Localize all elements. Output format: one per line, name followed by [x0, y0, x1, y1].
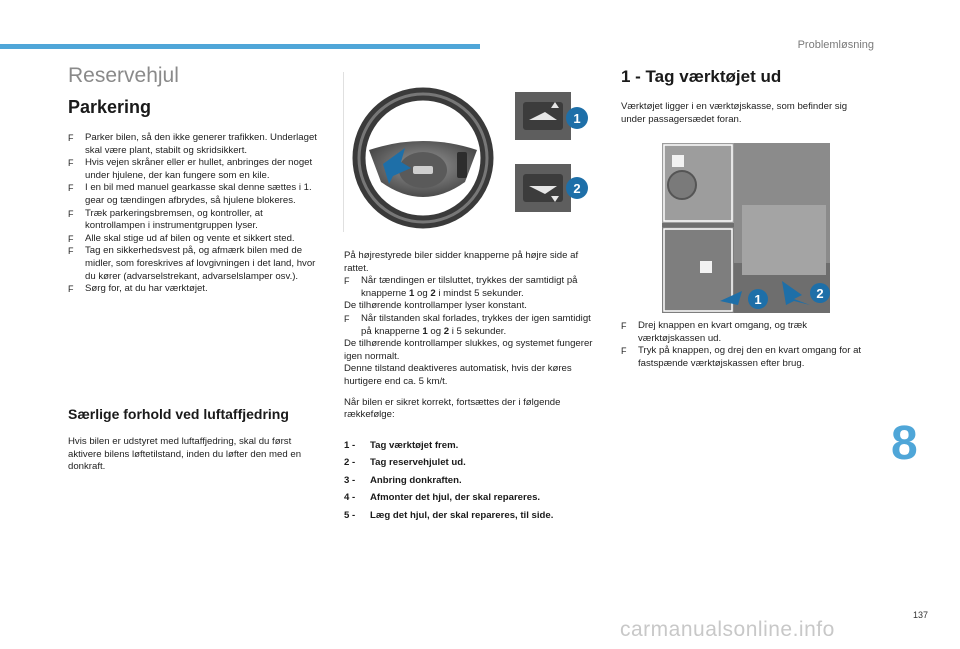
list-item: F Træk parkeringsbremsen, og kontroller, at kontrollampen i instrumentgruppen lyser.	[68, 207, 263, 232]
lamps-on-text: De tilhørende kontrollamper lyser konstant.	[344, 300, 527, 312]
parking-list	[68, 132, 323, 296]
header-accent-bar	[0, 44, 480, 49]
rhd-instructions	[344, 250, 600, 422]
step-row: 4 - Afmonter det hjul, der skal repareres.	[344, 492, 541, 504]
secured-text: Når bilen er sikret korrekt, fortsættes der i følgende rækkefølge:	[344, 396, 561, 421]
bullet-icon: F	[68, 246, 74, 257]
lamps-off-text: De tilhørende kontrollamper slukkes, og systemet fungerer igen normalt.	[344, 338, 593, 362]
page-number: 137	[913, 610, 929, 620]
list-item: F Hvis vejen skråner eller er hullet, anbringes der noget under hjulene, der kan fungere som en kile.	[68, 157, 313, 181]
knob-icon	[668, 171, 696, 199]
callout-2: 2	[573, 181, 581, 196]
air-suspension-text: Hvis bilen er udstyret med luftaffjedring, skal du først aktivere bilens løftetilstand, inden du løfter den med en donkraft.	[68, 436, 302, 473]
air-suspension-heading: Særlige forhold ved luftaffjedring	[68, 406, 289, 422]
chapter-number: 8	[891, 417, 918, 470]
brand-badge	[413, 166, 433, 174]
step-row: 5 - Læg det hjul, der skal repareres, til side.	[344, 509, 554, 521]
bullet-icon: F	[68, 158, 74, 169]
list-item: F Drej knappen en kvart omgang, og træk værktøjskassen ud.	[621, 320, 808, 344]
column-divider	[343, 72, 344, 232]
toolbox-callout-2: 2	[816, 286, 824, 301]
page-title: Reservehjul	[68, 64, 179, 87]
tool-intro: Værktøjet ligger i en værktøjskasse, som befinder sig under passagersædet foran.	[621, 101, 848, 125]
list-item: F Når tændingen er tilsluttet, trykkes der samtidigt på knapperne 1 og 2 i mindst 5 sekunder.	[344, 275, 578, 299]
toolbox-illustration	[662, 143, 842, 315]
rhd-intro: På højrestyrede biler sidder knapperne på højre side af rattet.	[344, 250, 579, 274]
parking-heading: Parkering	[68, 97, 152, 117]
tool-heading: 1 - Tag værktøjet ud	[621, 67, 782, 86]
step-row: 3 - Anbring donkraften.	[344, 474, 462, 486]
watermark: carmanualsonline.info	[620, 618, 835, 641]
list-item: F Tag en sikkerhedsvest på, og afmærk bilen med de midler, som foreskrives af lovgivningen i det land, hvor du kører (advarselstrekant, advarselslamper osv.).	[68, 245, 316, 282]
list-item: F Parker bilen, så den ikke generer trafikken. Underlaget skal være plant, stabilt og skridsikkert.	[68, 132, 317, 156]
list-item: F I en bil med manuel gearkasse skal denne sættes i 1. gear og tændingen afbrydes, så hjulene blokeres.	[68, 182, 312, 206]
bullet-icon: F	[68, 284, 74, 295]
steps-list	[344, 440, 604, 527]
deactivate-text: Denne tilstand deaktiveres automatisk, hvis der køres hurtigere end ca. 5 km/t.	[344, 363, 572, 387]
step-row: 1 - Tag værktøjet frem.	[344, 440, 459, 451]
tool-steps-list	[621, 320, 867, 370]
bullet-icon: F	[68, 233, 74, 244]
toolbox	[742, 205, 826, 275]
bullet-icon: F	[68, 133, 74, 143]
bullet-icon: F	[621, 321, 627, 331]
toolbox-callout-1: 1	[754, 292, 762, 307]
list-item: F Alle skal stige ud af bilen og vente et sikkert sted.	[68, 232, 295, 244]
bullet-icon: F	[621, 346, 627, 357]
callout-1: 1	[573, 111, 581, 126]
steering-wheel-illustration	[345, 72, 595, 242]
list-item: F Sørg for, at du har værktøjet.	[68, 283, 208, 295]
section-title: Problemløsning	[797, 39, 874, 51]
list-item: F Når tilstanden skal forlades, trykkes der igen samtidigt på knapperne 1 og 2 i 5 sekunder.	[344, 312, 591, 337]
wheel-control-buttons	[457, 152, 467, 178]
step-row: 2 - Tag reservehjulet ud.	[344, 457, 466, 469]
bullet-icon: F	[344, 313, 350, 324]
bullet-icon: F	[344, 276, 350, 287]
bullet-icon: F	[68, 183, 74, 194]
bullet-icon: F	[68, 208, 74, 219]
list-item: F Tryk på knappen, og drej den en kvart omgang for at fastspænde værktøjskassen efter brug.	[621, 345, 862, 369]
